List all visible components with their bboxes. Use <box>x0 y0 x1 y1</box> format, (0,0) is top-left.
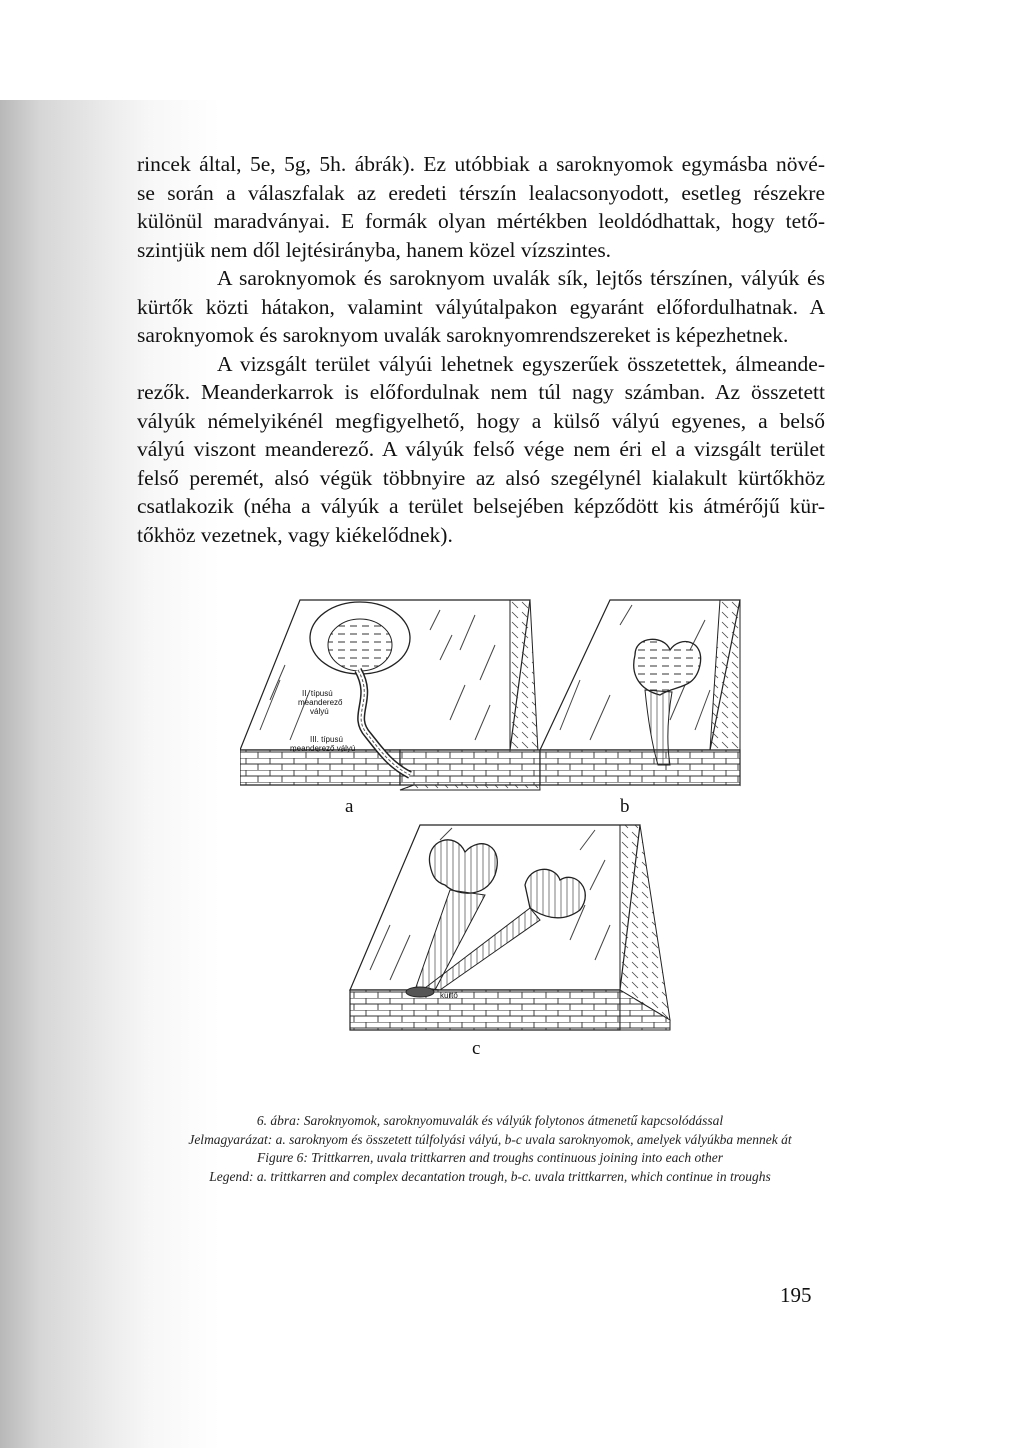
panel-c-diagram <box>350 825 670 1030</box>
caption-line: Legend: a. trittkarren and complex decantation trough, b-c. uvala trittkarren, which continue in troughs <box>209 1168 771 1184</box>
text-line: felső peremét, alsó végük többnyire az alsó szegélynél kialakult kürtőkhöz <box>137 465 825 490</box>
text-line: A saroknyomok és saroknyom uvalák sík, lejtős térszínen, vályúk és <box>217 266 825 290</box>
paragraph-3 <box>137 350 825 550</box>
paragraph-1 <box>137 150 825 264</box>
annotation-type-iii: III. típusú meanderező vályú <box>290 735 356 753</box>
panel-b-label: b <box>620 796 630 817</box>
paragraph-2 <box>137 264 825 350</box>
panel-b-diagram <box>540 600 740 785</box>
panel-a-label: a <box>345 796 354 817</box>
page-number: 195 <box>780 1283 812 1307</box>
text-line: csatlakozik (néha a vályúk a terület belsejében képződött kis átmérőjű kür- <box>137 494 825 518</box>
text-line: vályúk némelyikénél megfigyelhető, hogy a külső vályú egyenes, a belső <box>137 408 825 433</box>
figure-illustration <box>240 590 800 1060</box>
text-line: szintjük nem dől lejtésirányba, hanem közel vízszintes. <box>137 237 612 262</box>
text-line: A vizsgált terület vályúi lehetnek egyszerűek összetettek, álmeande- <box>217 351 825 376</box>
text-line: rezők. Meanderkarrok is előfordulnak nem túl nagy számban. Az összetett <box>137 380 825 404</box>
text-line: saroknyomok és saroknyom uvalák saroknyomrendszereket is képezhetnek. <box>137 323 789 347</box>
text-line: rincek által, 5e, 5g, 5h. ábrák). Ez utóbbiak a saroknyomok egymásba növé- <box>137 152 825 176</box>
annotation-type-ii: II. típusú meanderező vályú <box>298 689 343 716</box>
annotation-kurto: kürtő <box>440 991 458 1000</box>
figure-6 <box>240 590 800 1060</box>
caption-line: Figure 6: Trittkarren, uvala trittkarren and troughs continuous joining into each other <box>257 1150 723 1165</box>
text-line: tőkhöz vezetnek, vagy kiékelődnek). <box>137 522 453 547</box>
caption-line: Jelmagyarázat: a. saroknyom és összetett túlfolyási vályú, b-c uvala saroknyomok, amelyek vályúkba mennek át <box>188 1131 792 1147</box>
text-line: se során a válaszfalak az eredeti térszín lealacsonyodott, esetleg részekre <box>137 180 825 205</box>
text-line: vályú viszont meanderező. A vályúk felső vége nem éri el a vizsgált terület <box>137 437 825 461</box>
figure-caption <box>140 1112 840 1186</box>
page-top-margin <box>0 0 1024 100</box>
panel-a-diagram <box>240 600 540 790</box>
caption-line: 6. ábra: Saroknyomok, saroknyomuvalák és vályúk folytonos átmenetű kapcsolódással <box>256 1113 724 1128</box>
text-line: kürtők közti hátakon, valamint vályútalpakon egyaránt előfordulhatnak. A <box>137 294 825 319</box>
panel-c-label: c <box>472 1038 481 1059</box>
text-line: különül maradványai. E formák olyan mértékben leoldódhattak, hogy tető- <box>137 209 825 233</box>
body-text <box>137 150 825 549</box>
